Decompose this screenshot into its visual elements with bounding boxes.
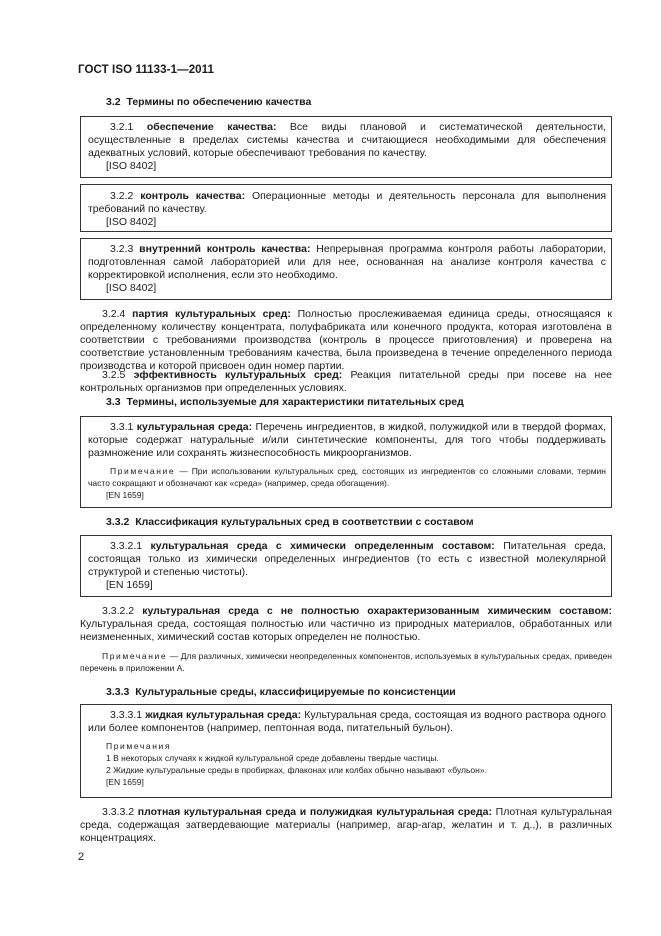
note: Примечание — При использовании культуральных сред, состоящих из ингредиентов со сложными словами, термин часто сокращают и обозначают как «среда» (например, среда обогащения). <box>88 466 606 488</box>
term-3-3-2-2: 3.3.2.2 культуральная среда с не полностью охарактеризованным химическим составом: Культуральная среда, состоящая полностью или частично из природных материалов, обработанных или неизмененных, химический состав которых определен не полностью. Примечание — Для различных, химически неопределенных компонентов, используемых в культуральных средах, приведен перечень в приложении А. <box>80 605 612 673</box>
term-3-3-2-1: 3.3.2.1 культуральная среда с химически определенным составом: Питательная среда, состоящая только из химически определенных ингредиентов (то есть с известной молекулярной структурой и степенью чистоты). [EN 1659] <box>88 540 606 591</box>
term-3-2-4: 3.2.4 партия культуральных сред: Полностью прослеживаемая единица среды, относящаяся к определенному количеству концентрата, полуфабриката или конечного продукта, которая изготовлена в соответствии с требованиями производства (контроль в процессе приготовления) и проверена на соответствие установленным требованиям качества, была произведена в течение определенного периода производства и которой присвоен один номер партии. <box>80 308 612 372</box>
term-3-2-1: 3.2.1 обеспечение качества: Все виды плановой и систематической деятельности, осуществленные в пределах системы качества и считающиеся необходимыми для обеспечения адекватных условий, которые обеспечивают требования по качеству. [ISO 8402] <box>88 121 606 172</box>
term-3-3-1: 3.3.1 культуральная среда: Перечень ингредиентов, в жидкой, полужидкой или в твердой формах, которые содержат натуральные и/или синтетические компоненты, для того чтобы поддерживать размножение или сохранять жизнеспособность микроорганизмов. Примечание — При использовании культуральных сред, состоящих из ингредиентов со сложными словами, термин часто сокращают и обозначают как «среда» (например, среда обогащения). [EN 1659] <box>88 421 607 500</box>
term-3-2-3: 3.2.3 внутренний контроль качества: Непрерывная программа контроля работы лаборатории, подготовленная самой лабораторией или для нее, основанная на анализе контроля качества с корректировкой исполнения, если это необходимо. [ISO 8402] <box>88 243 607 294</box>
term-3-3-3-1: 3.3.3.1 жидкая культуральная среда: Культуральная среда, состоящая из водного раствора одного или более компонентов (например, пептонная вода, питательный бульон). Примечания 1 В некоторых случаях к жидкой культуральной среде добавлены твердые частицы. 2 Жидкие культуральные среды в пробирках, флаконах или колбах обычно называют «бульон». [EN 1659] <box>88 709 607 787</box>
section-heading-3-3-3: 3.3.3 Культуральные среды, классифицируемые по консистенции <box>106 686 456 698</box>
section-heading-3-2: 3.2 Термины по обеспечению качества <box>106 96 312 108</box>
term-3-2-5: 3.2.5 эффективность культуральных сред: Реакция питательной среды при посеве на нее контрольных организмов при определенных условиях. <box>80 369 613 394</box>
section-heading-3-3-2: 3.3.2 Классификация культуральных сред в соответствии с составом <box>106 516 474 528</box>
term-3-3-3-2: 3.3.3.2 плотная культуральная среда и полужидкая культуральная среда: Плотная культуральная среда, содержащая затвердевающие материалы (например, агар-агар, желатин и т. д.,), в различных концентрациях. <box>80 806 612 844</box>
note-2: 2 Жидкие культуральные среды в пробирках, флаконах или колбах обычно называют «бульон». <box>106 765 487 775</box>
reference: [ISO 8402] <box>106 216 157 228</box>
reference: [EN 1659] <box>106 777 144 787</box>
document-header: ГОСТ ISO 11133-1—2011 <box>78 64 215 76</box>
notes-label: Примечания <box>106 741 172 751</box>
section-heading-3-3: 3.3 Термины, используемые для характеристики питательных сред <box>106 396 464 408</box>
reference: [EN 1659] <box>106 490 144 500</box>
note-1: 1 В некоторых случаях к жидкой культуральной среде добавлены твердые частицы. <box>106 753 439 763</box>
reference: [ISO 8402] <box>106 160 157 172</box>
page-number: 2 <box>78 851 85 863</box>
term-3-2-2: 3.2.2 контроль качества: Операционные методы и деятельность персонала для выполнения требований по качеству. [ISO 8402] <box>88 190 607 228</box>
note: Примечание — Для различных, химически неопределенных компонентов, используемых в культуральных средах, приведен перечень в приложении А. <box>80 651 612 673</box>
term-name: обеспечение качества: <box>146 121 277 133</box>
reference: [ISO 8402] <box>106 282 157 294</box>
reference: [EN 1659] <box>106 579 153 591</box>
